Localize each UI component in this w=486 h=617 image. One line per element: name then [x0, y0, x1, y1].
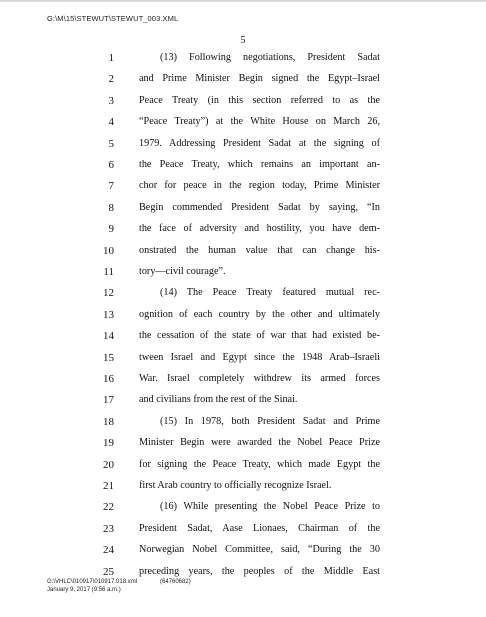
line-number: 16: [103, 373, 114, 385]
text-line: [0, 222, 486, 244]
line-text: onstrated the human value that can change his-: [139, 244, 380, 256]
text-line: [0, 72, 486, 94]
line-number: 19: [103, 437, 114, 450]
line-number: 23: [103, 522, 114, 535]
line-text: (16) While presenting the Nobel Peace Prize to: [160, 501, 380, 513]
line-number: 6: [108, 159, 114, 171]
line-text: Norwegian Nobel Committee, said, “During the 30: [139, 544, 380, 556]
line-text: (15) In 1978, both President Sadat and Prime: [160, 415, 380, 427]
line-number: 13: [103, 308, 114, 321]
line-number: 11: [103, 266, 114, 278]
text-line: [0, 436, 486, 458]
line-number: 18: [103, 415, 114, 428]
text-line: [0, 179, 486, 201]
line-text: “Peace Treaty”) at the White House on March 26,: [139, 116, 380, 128]
line-text: 1979. Addressing President Sadat at the signing of: [139, 137, 380, 149]
line-number: 12: [103, 287, 114, 300]
line-number: 7: [108, 180, 114, 193]
text-line: [0, 543, 486, 565]
line-text: President Sadat, Aase Lionaes, Chairman of the: [139, 522, 380, 534]
line-text: the cessation of the state of war that had existed be-: [139, 330, 380, 342]
line-text: tween Israel and Egypt since the 1948 Arab–Israeli: [139, 351, 380, 363]
footer-code: (64760682): [160, 579, 191, 585]
text-line: [0, 351, 486, 373]
line-number: 25: [103, 565, 114, 578]
line-number: 24: [103, 544, 114, 557]
footer-info: [47, 578, 137, 594]
text-line: [0, 522, 486, 544]
text-line: [0, 265, 486, 287]
text-line: [0, 458, 486, 480]
line-text: preceding years, the peoples of the Middle East: [139, 565, 380, 577]
text-line: [0, 372, 486, 394]
line-text: chor for peace in the region today, Prime Minister: [139, 180, 380, 192]
line-number: 22: [103, 501, 114, 514]
line-number: 3: [108, 94, 114, 107]
page-number: 5: [240, 35, 246, 46]
line-text: tory—civil courage”.: [139, 266, 226, 277]
line-number: 2: [108, 73, 114, 86]
line-number: 1: [108, 52, 114, 64]
line-text: for signing the Peace Treaty, which made Egypt the: [139, 458, 380, 470]
line-text: the Peace Treaty, which remains an important an-: [139, 159, 380, 170]
text-line: [0, 137, 486, 159]
line-text: first Arab country to officially recognize Israel.: [139, 480, 332, 491]
line-number: 20: [103, 458, 114, 471]
text-line: [0, 308, 486, 330]
line-text: and civilians from the rest of the Sinai.: [139, 394, 298, 406]
file-path-header: G:\M\15\STEWUT\STEWUT_003.XML: [47, 14, 179, 23]
text-line: [0, 500, 486, 522]
line-number: 14: [103, 330, 114, 343]
line-text: War. Israel completely withdrew its armed forces: [139, 373, 380, 384]
line-text: and Prime Minister Begin signed the Egypt–Israel: [139, 73, 380, 85]
line-text: Begin commended President Sadat by saying, “In: [139, 201, 380, 213]
text-line: [0, 115, 486, 137]
text-line: [0, 479, 486, 501]
text-line: [0, 286, 486, 308]
top-border: [0, 0, 486, 2]
footer-date: January 9, 2017 (9:56 a.m.): [47, 587, 121, 593]
line-number: 15: [103, 351, 114, 364]
text-line: [0, 329, 486, 351]
line-text: (14) The Peace Treaty featured mutual rec-: [160, 287, 380, 299]
line-text: the face of adversity and hostility, you have dem-: [139, 223, 380, 235]
line-text: Minister Begin were awarded the Nobel Peace Prize: [139, 437, 380, 449]
text-line: [0, 51, 486, 73]
text-line: [0, 158, 486, 180]
footer-path: G:\VHLC\010917\010917.018.xml: [47, 579, 138, 585]
text-line: [0, 415, 486, 437]
line-number: 5: [108, 137, 114, 150]
line-text: (13) Following negotiations, President Sadat: [160, 52, 380, 63]
line-number: 21: [103, 480, 114, 492]
line-number: 4: [108, 116, 114, 129]
line-number: 17: [103, 394, 114, 407]
line-number: 9: [108, 223, 114, 236]
text-line: [0, 244, 486, 266]
line-number: 8: [108, 201, 114, 214]
line-number: 10: [103, 244, 114, 257]
text-line: [0, 393, 486, 415]
line-text: Peace Treaty (in this section referred to as the: [139, 94, 380, 106]
line-text: ognition of each country by the other and ultimately: [139, 308, 380, 320]
text-line: [0, 201, 486, 223]
text-line: [0, 94, 486, 116]
